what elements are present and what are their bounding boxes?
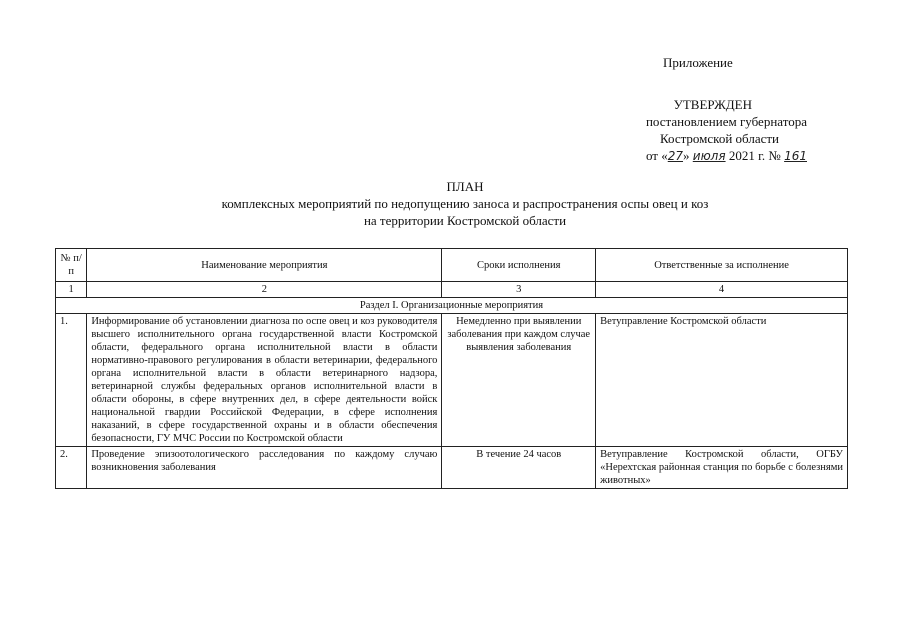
section-row — [56, 298, 848, 314]
title-line-3: на территории Костромской области — [363, 213, 567, 228]
table-row — [56, 314, 848, 447]
table-header-row — [56, 249, 848, 282]
doc-number-handwritten: 161 — [784, 149, 807, 163]
date-day-handwritten: 27 — [667, 149, 684, 163]
header-num: № п/п — [56, 249, 87, 282]
row-term: В течение 24 часов — [442, 447, 596, 489]
table-row — [56, 447, 848, 489]
column-number-row — [56, 282, 848, 298]
row-num: 2. — [56, 447, 87, 489]
col-number: 3 — [442, 282, 596, 298]
col-number: 2 — [87, 282, 442, 298]
plan-table — [55, 248, 848, 489]
date-year: 2021 г. № — [728, 148, 781, 163]
date-month-handwritten: июля — [692, 149, 726, 163]
row-responsible: Ветуправление Костромской области, ОГБУ «Нерехтская районная станция по борьбе с болезнями животных» — [596, 447, 848, 489]
row-num: 1. — [56, 314, 87, 447]
date-prefix: от « — [645, 148, 668, 163]
row-responsible: Ветуправление Костромской области — [596, 314, 848, 447]
date-mid: » — [683, 148, 690, 163]
appendix-label: Приложение — [663, 55, 733, 70]
approval-date — [540, 147, 807, 165]
document-title — [100, 178, 830, 229]
header-responsible: Ответственные за исполнение — [596, 249, 848, 282]
header-term: Сроки исполнения — [442, 249, 596, 282]
approval-block — [540, 96, 807, 165]
approved-line-1: постановлением губернатора — [645, 114, 807, 129]
row-name: Проведение эпизоотологического расследования по каждому случаю возникновения заболевания — [87, 447, 442, 489]
title-line-2: комплексных мероприятий по недопущению заноса и распространения оспы овец и коз — [221, 196, 709, 211]
approved-line-2: Костромской области — [659, 131, 779, 146]
row-name: Информирование об установлении диагноза по оспе овец и коз руководителя высшего исполнительного органа государственной власти Костромской области, федерального органа исполнительной власти в области нормативно-правового регулирования в области ветеринарии, федерального органа исполнительной власти в области ветеринарного надзора, ветеринарной службы федеральных органов исполнительной власти в области обороны, в сфере внутренних дел, в сфере деятельности войск национальной гвардии Российской Федерации, в сфере исполнения наказаний, в сфере государственной охраны и в области обеспечения безопасности, ГУ МЧС России по Костромской области — [87, 314, 442, 447]
row-term: Немедленно при выявлении заболевания при каждом случае выявления заболевания — [442, 314, 596, 447]
title-plan: ПЛАН — [446, 179, 484, 194]
col-number: 1 — [56, 282, 87, 298]
header-name: Наименование мероприятия — [87, 249, 442, 282]
section-title: Раздел I. Организационные мероприятия — [56, 298, 848, 314]
col-number: 4 — [596, 282, 848, 298]
approved-title: УТВЕРЖДЕН — [673, 97, 752, 112]
